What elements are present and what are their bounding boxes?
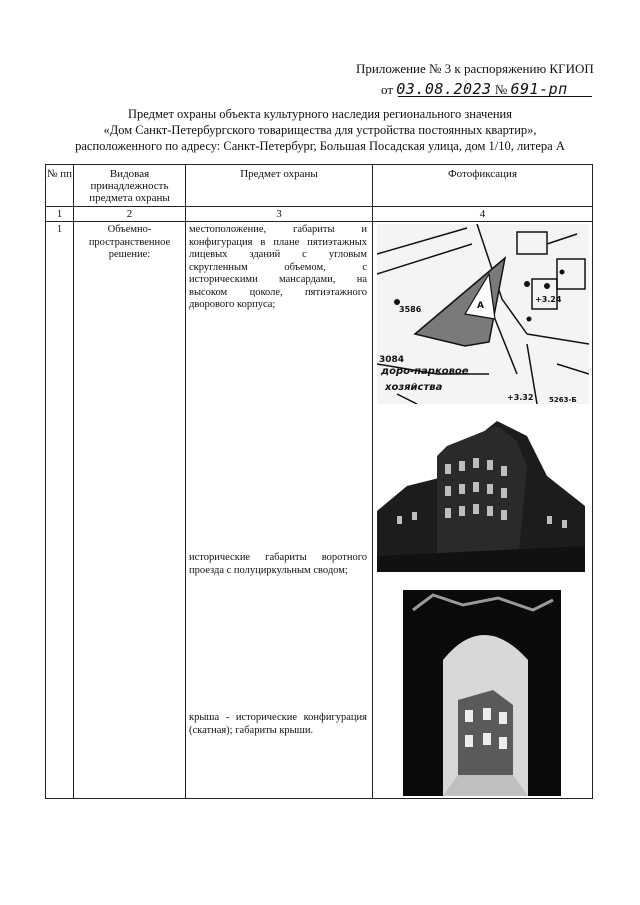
col-num-3: 3 bbox=[186, 207, 373, 222]
protection-table bbox=[45, 164, 593, 799]
map-label-park: доро-парковое bbox=[381, 366, 469, 377]
row-type: Объемно-пространственное решение: bbox=[74, 222, 186, 799]
building-photo bbox=[377, 416, 585, 572]
number-sign: № bbox=[494, 82, 508, 97]
photo-cell bbox=[373, 222, 593, 799]
subject-cell bbox=[186, 222, 373, 799]
col-subject-header: Предмет охраны bbox=[186, 165, 373, 207]
order-date: 03.08.2023 bbox=[396, 80, 492, 98]
map-label-a: А bbox=[477, 301, 484, 311]
subject-item-1: местоположение, габариты и конфигурация в плане пятиэтажных лицевых зданий с угловым скругленным объемом, с историческими мансардами, на высоком цоколе, пятиэтажного дворового корпуса; bbox=[189, 224, 367, 310]
map-label-3084: 3084 bbox=[379, 355, 405, 365]
table-row bbox=[46, 222, 593, 799]
col-type-header: Видовая принадлежность предмета охраны bbox=[74, 165, 186, 207]
title-line-2: «Дом Санкт-Петербургского товарищества для устройства постоянных квартир», bbox=[103, 123, 537, 137]
document-title bbox=[40, 106, 600, 154]
title-line-1: Предмет охраны объекта культурного наследия регионального значения bbox=[127, 107, 512, 121]
map-label-324: +3.24 bbox=[535, 295, 562, 304]
subject-item-3: крыша - исторические конфигурация (скатная); габариты крыши. bbox=[189, 712, 367, 736]
appendix-line: Приложение № 3 к распоряжению КГИОП bbox=[356, 61, 594, 76]
map-label-332: +3.32 bbox=[507, 393, 534, 402]
subject-item-2: исторические габариты воротного проезда с полуциркульным сводом; bbox=[189, 552, 367, 576]
col-num-1: 1 bbox=[46, 207, 74, 222]
column-numbers-row bbox=[46, 207, 593, 222]
signature-underline bbox=[398, 96, 592, 97]
order-number: 691-рп bbox=[510, 80, 568, 98]
col-number-header: № пп bbox=[46, 165, 74, 207]
row-number: 1 bbox=[46, 222, 74, 799]
col-photo-header: Фотофиксация bbox=[373, 165, 593, 207]
title-line-3: расположенного по адресу: Санкт-Петербург, Большая Посадская улица, дом 1/10, литера А bbox=[75, 139, 565, 153]
col-num-2: 2 bbox=[74, 207, 186, 222]
map-label-3586: 3586 bbox=[399, 305, 422, 314]
gateway-arch-photo bbox=[403, 590, 561, 796]
map-label-5263: 5263-Б bbox=[549, 396, 577, 404]
from-label: от bbox=[381, 82, 394, 97]
header-row bbox=[46, 165, 593, 207]
col-num-4: 4 bbox=[373, 207, 593, 222]
site-plan-map bbox=[377, 224, 589, 404]
map-label-economy: хозяйства bbox=[385, 382, 443, 393]
